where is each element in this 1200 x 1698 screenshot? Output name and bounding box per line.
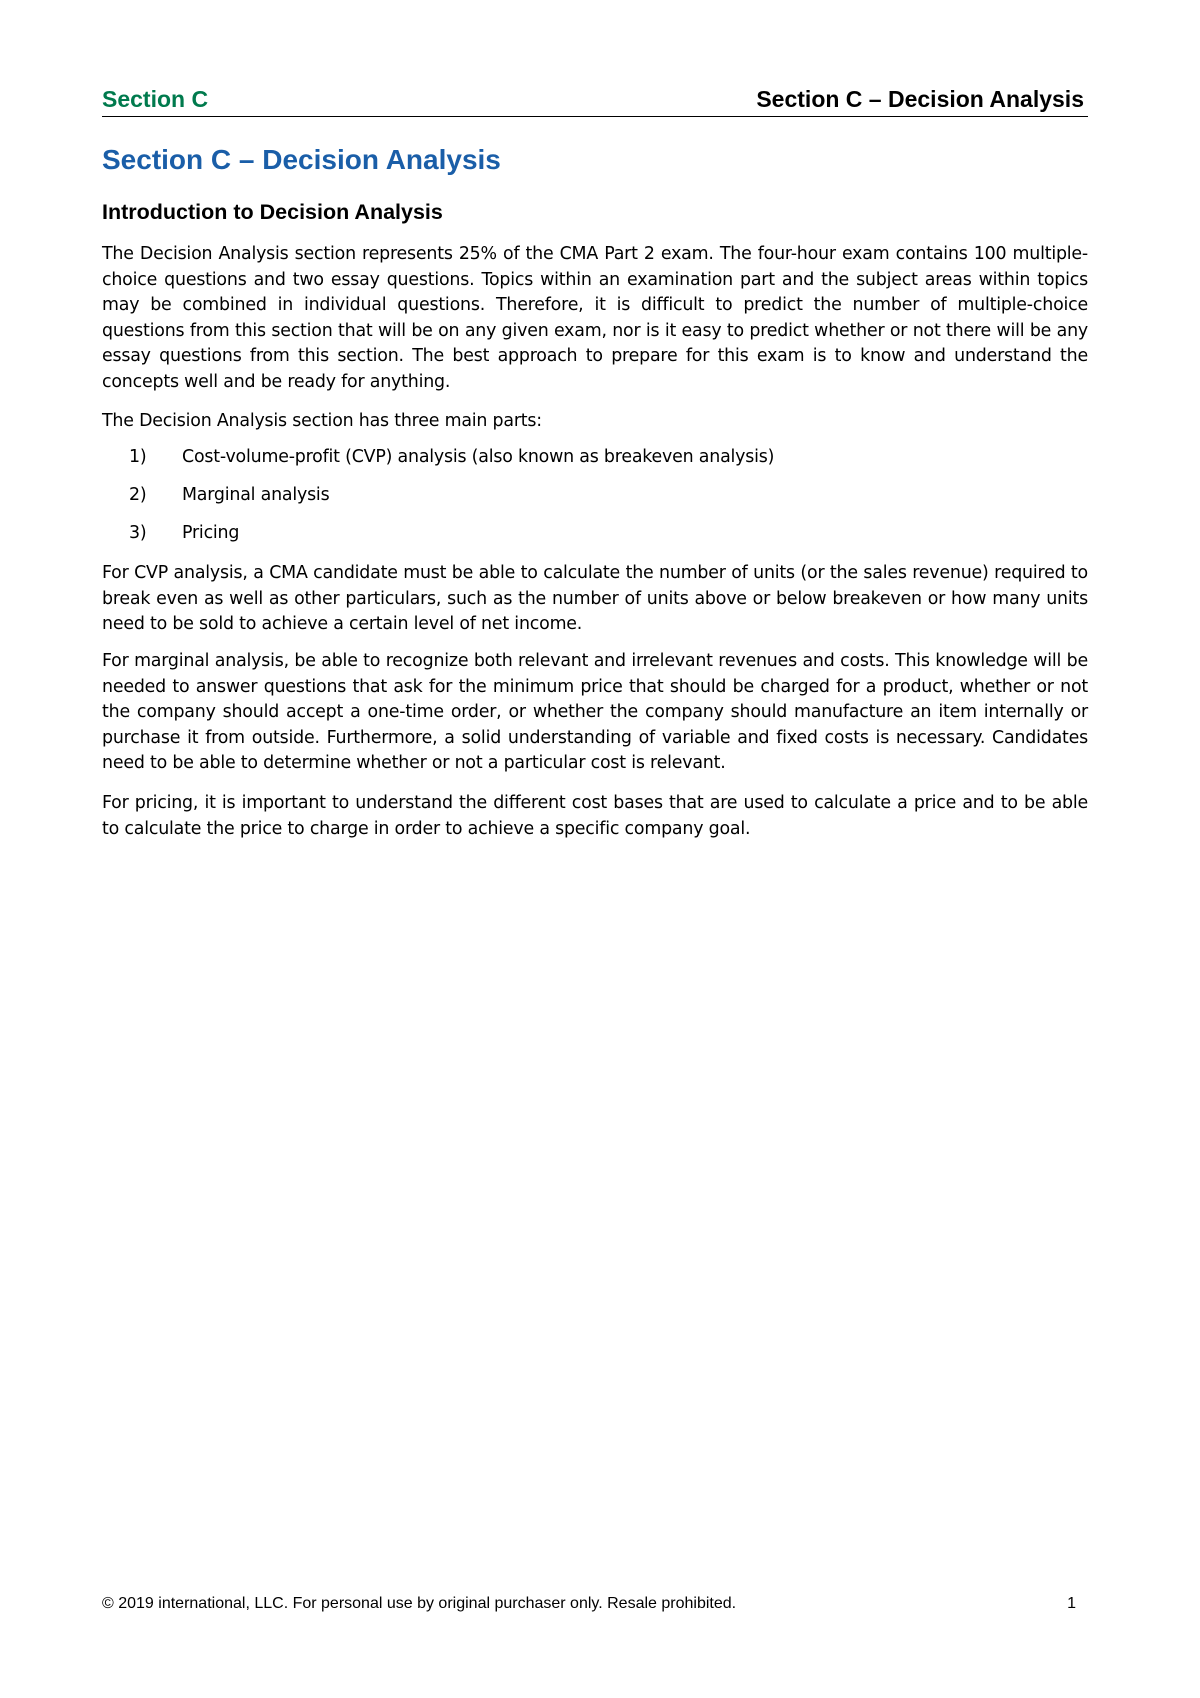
- section-subtitle: Introduction to Decision Analysis: [102, 200, 443, 224]
- paragraph-pricing: For pricing, it is important to understand the different cost bases that are used to calculate a price and to be able to calculate the price to charge in order to achieve a specific company goal.: [102, 793, 1088, 839]
- list-item-text: Cost-volume-profit (CVP) analysis (also known as breakeven analysis): [182, 447, 775, 467]
- paragraph-cvp: For CVP analysis, a CMA candidate must be able to calculate the number of units (or the sales revenue) required to break even as well as other particulars, such as the number of units above or below breakeven or how many units need to be sold to achieve a certain level of net income.: [102, 563, 1088, 635]
- list-item-text: Pricing: [182, 523, 240, 543]
- list-item-text: Marginal analysis: [182, 485, 330, 505]
- paragraph-parts-lead: The Decision Analysis section has three main parts:: [102, 411, 542, 431]
- page-number: 1: [1067, 1595, 1076, 1612]
- footer-copyright: © 2019 international, LLC. For personal use by original purchaser only. Resale prohibited.: [102, 1595, 737, 1612]
- list-item-number: 1): [129, 447, 147, 467]
- header-section-title: Section C – Decision Analysis: [756, 86, 1084, 112]
- paragraph-marginal: For marginal analysis, be able to recognize both relevant and irrelevant revenues and costs. This knowledge will be needed to answer questions that ask for the minimum price that should be charged for a product, whether or not the company should accept a one-time order, or whether the company should manufacture an item internally or purchase it from outside. Furthermore, a solid understanding of variable and fixed costs is necessary. Candidates need to be able to determine whether or not a particular cost is relevant.: [102, 651, 1088, 774]
- list-item-number: 2): [129, 485, 147, 505]
- paragraph-intro: The Decision Analysis section represents 25% of the CMA Part 2 exam. The four-hour exam contains 100 multiple-choice questions and two essay questions. Topics within an examination part and the subject areas within topics may be combined in individual questions. Therefore, it is difficult to predict the number of multiple-choice questions from this section that will be on any given exam, nor is it easy to predict whether or not there will be any essay questions from this section. The best approach to prepare for this exam is to know and understand the concepts well and be ready for anything.: [102, 244, 1088, 392]
- page-title: Section C – Decision Analysis: [102, 144, 501, 175]
- header-section-label: Section C: [102, 86, 209, 112]
- running-header: [102, 84, 1088, 117]
- list-item-number: 3): [129, 523, 147, 543]
